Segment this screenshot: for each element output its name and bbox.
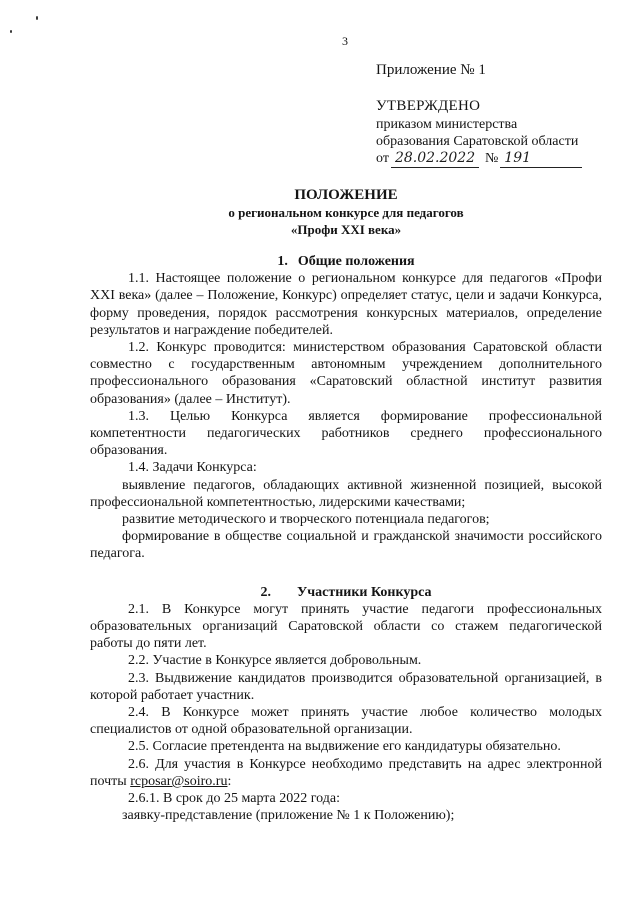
paragraph-2-1: 2.1. В Конкурсе могут принять участие педагоги профессиональных образовательных организаций Саратовской области со стажем педагогической работы до пяти лет.: [90, 601, 602, 652]
section-2-heading: [90, 584, 602, 601]
paragraph-2-3: 2.3. Выдвижение кандидатов производится образовательной организацией, в которой работает участник.: [90, 670, 602, 703]
paragraph-1-2: 1.2. Конкурс проводится: министерством образования Саратовской области совместно с государственным автономным учреждением дополнительного профессионального образования «Саратовский областной институт развития образования» (далее – Институт).: [90, 340, 602, 407]
document-subtitle-2: «Профи XXI века»: [290, 222, 402, 237]
approval-date-number-row: [376, 150, 582, 168]
paragraph-1-1: 1.1. Настоящее положение о региональном конкурсе для педагогов «Профи XXI века» (далее – Положение, Конкурс) определяет статус, цели и задачи Конкурса, форму проведения, порядок рассмотрения конкурсных материалов, определение результатов и награждение победителей.: [90, 271, 602, 338]
approval-block: [376, 98, 582, 168]
paragraph-1-3: 1.3. Целью Конкурса является формирование профессиональной компетентности педагогических работников среднего профессионального образования.: [90, 408, 602, 459]
document-title: ПОЛОЖЕНИЕ: [294, 187, 398, 203]
section-2-title: Участники Конкурса: [296, 584, 432, 600]
date-prefix: от: [376, 151, 389, 166]
task-item-3: формирование в обществе социальной и гражданской значимости российского педагога.: [90, 529, 602, 562]
task-item-1: выявление педагогов, обладающих активной жизненной позицией, высокой профессиональной компетентностью, лидерскими качествами;: [90, 477, 602, 510]
document-subtitle-1: о региональном конкурсе для педагогов: [228, 205, 464, 220]
page-number: 3: [342, 34, 348, 48]
paragraph-2-6-colon: :: [227, 773, 232, 789]
task-item-2: развитие методического и творческого потенциала педагогов;: [122, 512, 490, 528]
paragraph-2-6-1: 2.6.1. В срок до 25 марта 2022 года:: [128, 791, 340, 807]
section-1-heading: [90, 253, 602, 270]
section-1-title: Общие положения: [297, 254, 415, 269]
number-prefix: №: [484, 151, 499, 166]
paragraph-1-4: 1.4. Задачи Конкурса:: [128, 460, 257, 476]
approval-line-1: приказом министерства: [376, 117, 518, 132]
handwritten-date: 28.02.2022: [391, 150, 479, 168]
email-link[interactable]: rcposar@soiro.ru: [130, 773, 228, 789]
document-body: [90, 253, 602, 825]
paragraph-2-2: 2.2. Участие в Конкурсе является добровольным.: [128, 653, 422, 669]
handwritten-number: 191: [500, 150, 582, 168]
paragraph-2-6-1-item: заявку-представление (приложение № 1 к Положению);: [122, 808, 455, 824]
section-1-number: 1.: [277, 254, 288, 269]
section-2-number: 2.: [260, 584, 271, 600]
approval-line-2: образования Саратовской области: [376, 134, 579, 149]
paragraph-2-6: [90, 756, 602, 790]
paragraph-2-4: 2.4. В Конкурсе может принять участие любое количество молодых специалистов от одной образовательной организации.: [90, 705, 602, 738]
paragraph-2-6-text: 2.6. Для участия в Конкурсе необходимо представить на адрес электронной почты: [90, 756, 602, 789]
appendix-label: Приложение № 1: [376, 62, 486, 78]
approval-heading: УТВЕРЖДЕНО: [376, 98, 481, 114]
paragraph-2-5: 2.5. Согласие претендента на выдвижение его кандидатуры обязательно.: [128, 739, 561, 755]
